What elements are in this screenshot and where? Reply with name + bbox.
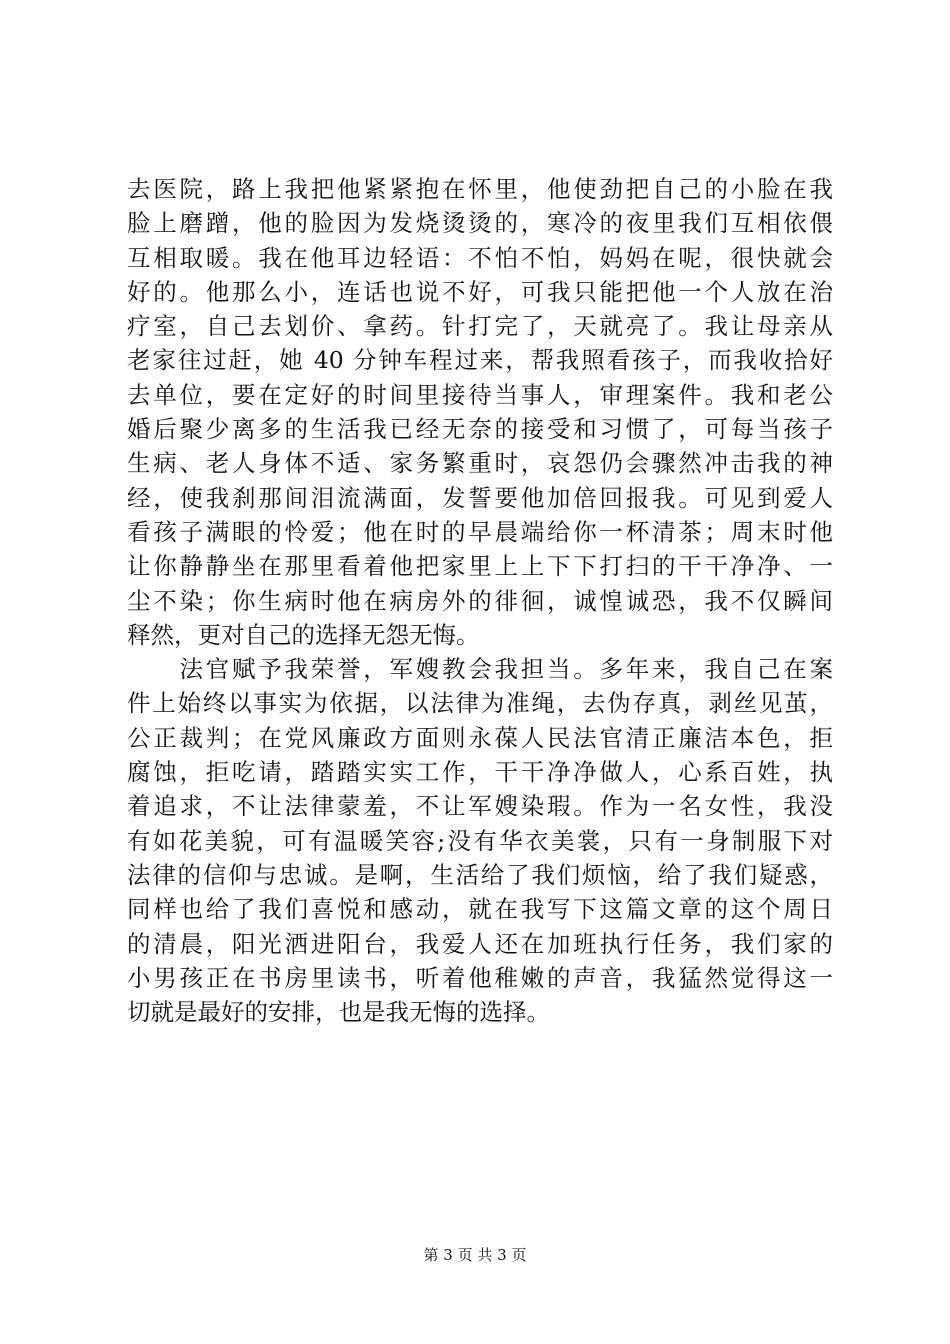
text-line: 释然，更对自己的选择无怨无悔。: [127, 620, 480, 649]
text-line: 有如花美貌，可有温暖笑容;没有华衣美裳，只有一身制服下对: [127, 826, 833, 855]
text-line: 老家往过赶，她 40 分钟车程过来，帮我照看孩子，而我收拾好: [127, 346, 833, 375]
body-text: [127, 172, 833, 1029]
text-line: 法官赋予我荣誉，军嫂教会我担当。多年来，我自己在案: [127, 655, 833, 684]
page-number: 第 3 页 共 3 页: [423, 1246, 527, 1264]
text-line: 婚后聚少离多的生活我已经无奈的接受和习惯了，可每当孩子: [127, 415, 833, 444]
text-line: 去医院，路上我把他紧紧抱在怀里，他使劲把自己的小脸在我: [127, 175, 833, 203]
text-line: 去单位，要在定好的时间里接待当事人，审理案件。我和老公: [127, 380, 833, 409]
text-line: 公正裁判；在党风廉政方面则永葆人民法官清正廉洁本色，拒: [127, 723, 833, 752]
text-line: 好的。他那么小，连话也说不好，可我只能把他一个人放在治: [127, 277, 833, 306]
text-line: 经，使我刹那间泪流满面，发誓要他加倍回报我。可见到爱人: [127, 483, 833, 512]
text-line: 看孩子满眼的怜爱；他在时的早晨端给你一杯清茶；周末时他: [127, 517, 833, 546]
text-line: 着追求，不让法律蒙羞，不让军嫂染瑕。作为一名女性，我没: [127, 792, 833, 821]
text-line: 尘不染；你生病时他在病房外的徘徊，诚惶诚恐，我不仅瞬间: [127, 586, 833, 615]
text-line: 切就是最好的安排，也是我无悔的选择。: [127, 998, 550, 1027]
text-line: 法律的信仰与忠诚。是啊，生活给了我们烦恼，给了我们疑惑，: [127, 860, 833, 889]
text-line: 件上始终以事实为依据，以法律为准绳，去伪存真，剥丝见茧，: [127, 689, 833, 718]
text-line: 的清晨，阳光洒进阳台，我爱人还在加班执行任务，我们家的: [127, 929, 833, 958]
text-line: 生病、老人身体不适、家务繁重时，哀怨仍会骤然冲击我的神: [127, 449, 833, 478]
text-line: 互相取暖。我在他耳边轻语：不怕不怕，妈妈在呢，很快就会: [127, 243, 833, 272]
text-line: 腐蚀，拒吃请，踏踏实实工作，干干净净做人，心系百姓，执: [127, 758, 833, 787]
text-line: 脸上磨蹭，他的脸因为发烧烫烫的，寒冷的夜里我们互相依偎: [127, 209, 833, 238]
text-line: 疗室，自己去划价、拿药。针打完了，天就亮了。我让母亲从: [127, 312, 833, 341]
text-line: 小男孩正在书房里读书，听着他稚嫩的声音，我猛然觉得这一: [127, 963, 833, 992]
page-footer: [0, 1245, 950, 1265]
text-line: 同样也给了我们喜悦和感动，就在我写下这篇文章的这个周日: [127, 895, 833, 924]
text-line: 让你静静坐在那里看着他把家里上上下下打扫的干干净净、一: [127, 552, 833, 581]
